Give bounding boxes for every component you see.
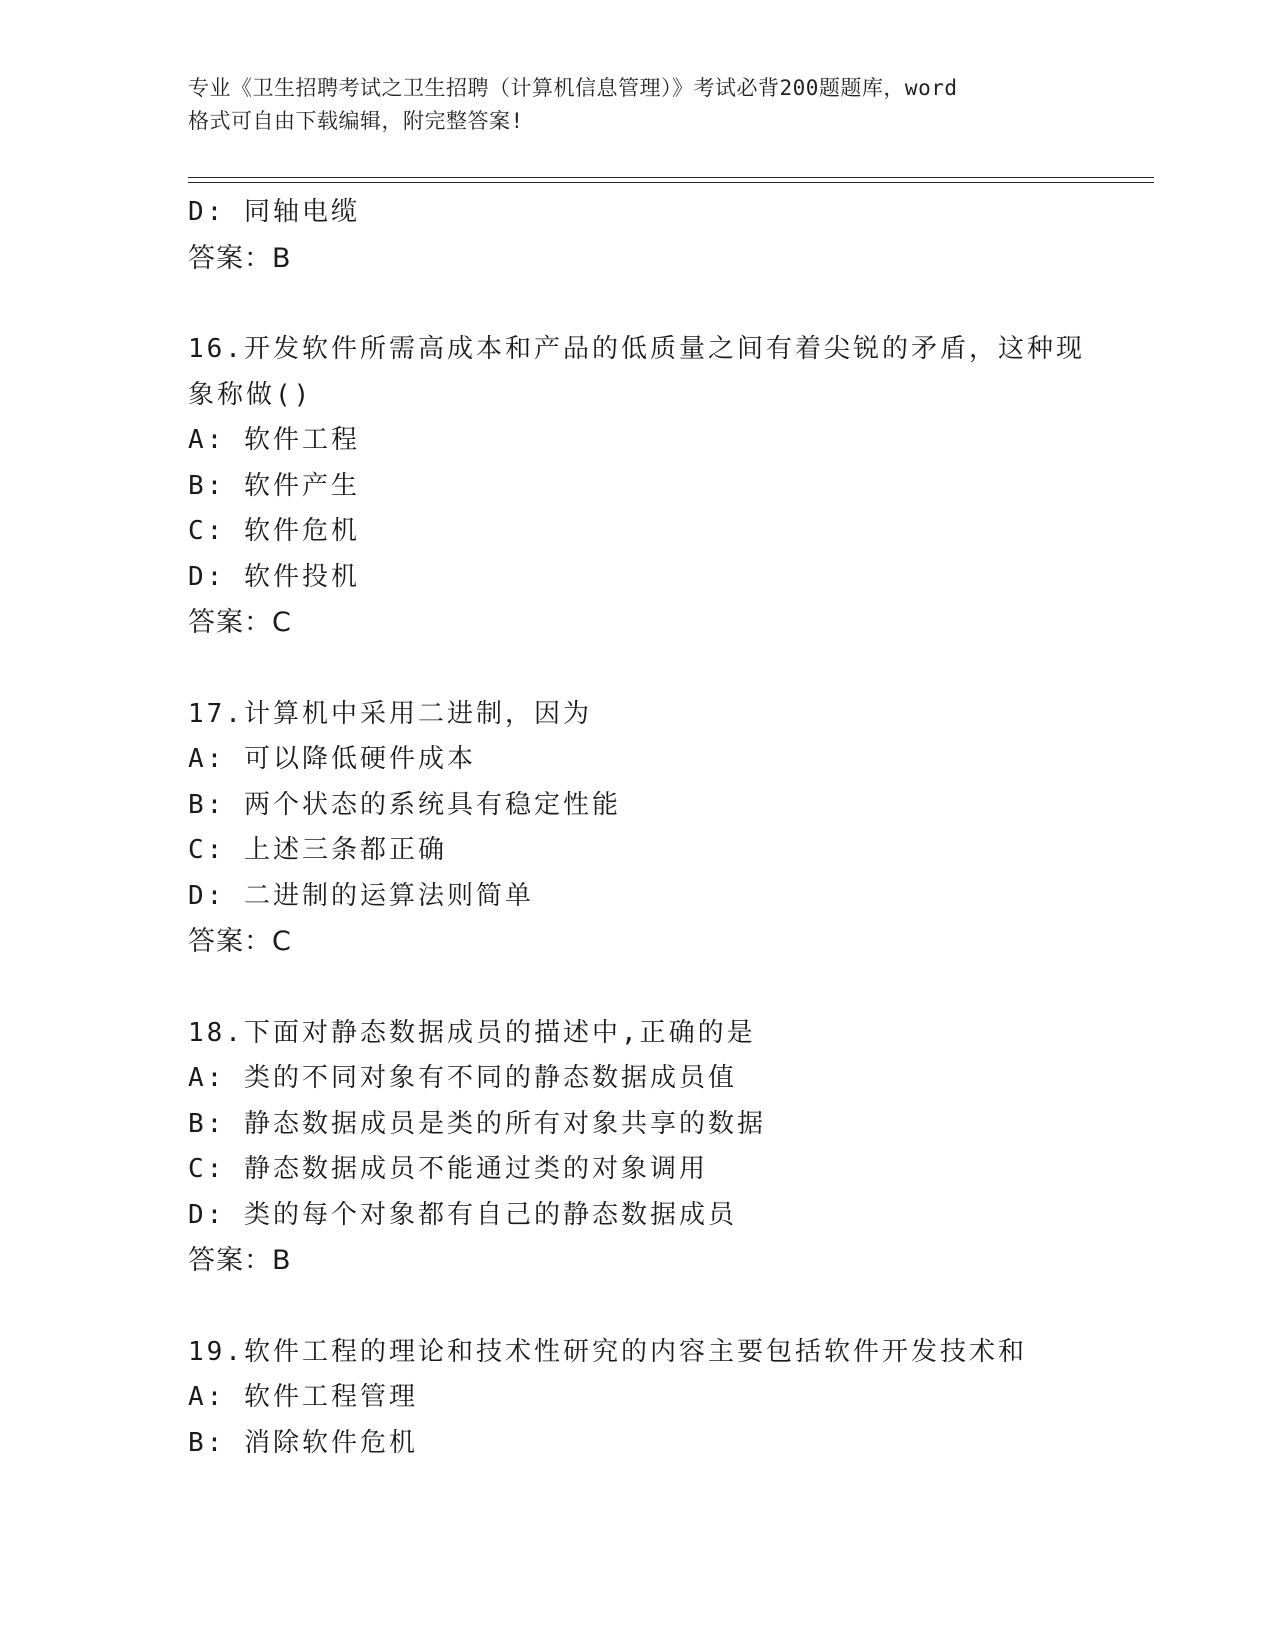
header-line-1: 专业《卫生招聘考试之卫生招聘（计算机信息管理）》考试必背200题题库，word [188,76,958,100]
answer: 答案：C [188,926,292,957]
question-17 [188,692,1088,965]
option-c: C: 静态数据成员不能通过类的对象调用 [188,1154,708,1184]
question-stem: 17.计算机中采用二进制，因为 [188,698,592,729]
option-d: D: 二进制的运算法则简单 [188,880,534,911]
option-c: C: 软件危机 [188,516,360,546]
option-a: A: 可以降低硬件成本 [188,744,476,774]
question-19 [188,1330,1088,1467]
page-header [188,72,1088,138]
question-content [188,190,1088,1466]
option-d: D: 同轴电缆 [188,197,360,227]
question-stem: 18.下面对静态数据成员的描述中,正确的是 [188,1017,756,1048]
option-b: B: 消除软件危机 [188,1427,418,1458]
answer: 答案：C [188,607,292,638]
option-a: A: 软件工程管理 [188,1382,418,1412]
answer: 答案：B [188,1245,292,1276]
option-b: B: 两个状态的系统具有稳定性能 [188,789,621,820]
option-b: B: 软件产生 [188,470,360,501]
option-b: B: 静态数据成员是类的所有对象共享的数据 [188,1108,766,1139]
question-stem: 19.软件工程的理论和技术性研究的内容主要包括软件开发技术和 [188,1336,1027,1367]
header-rule-bottom [188,182,1154,183]
header-line-2: 格式可自由下载编辑，附完整答案! [188,109,524,133]
option-a: A: 软件工程 [188,425,360,455]
option-d: D: 软件投机 [188,561,360,592]
header-rule-top [188,177,1154,178]
question-stem: 16.开发软件所需高成本和产品的低质量之间有着尖锐的矛盾，这种现 [188,334,1085,364]
option-a: A: 类的不同对象有不同的静态数据成员值 [188,1063,737,1093]
answer: 答案：B [188,242,292,274]
option-c: C: 上述三条都正确 [188,835,447,865]
question-stem-continued: 象称做() [188,379,313,410]
question-18 [188,1011,1088,1284]
previous-question-tail [188,190,1088,281]
option-d: D: 类的每个对象都有自己的静态数据成员 [188,1199,737,1230]
question-16 [188,327,1088,646]
